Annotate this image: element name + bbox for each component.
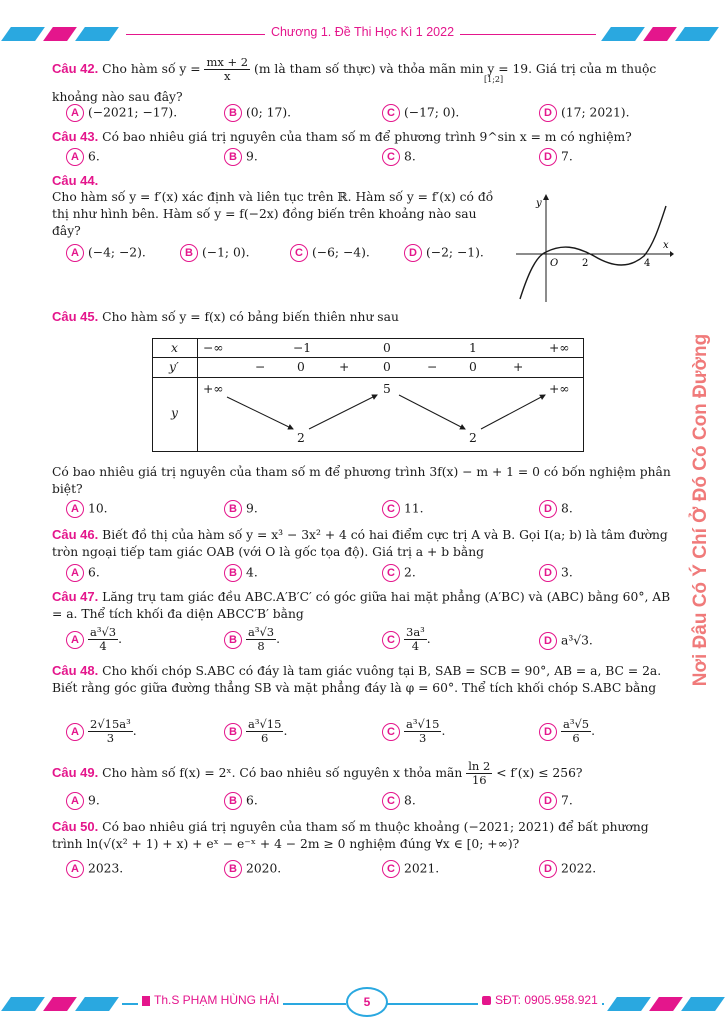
option-d[interactable]: D 8. <box>539 500 573 518</box>
variation-table: x −∞ −1 0 1 +∞ y′ − 0 + 0 − 0 + y +∞ 2 5 2 +∞ <box>152 338 584 452</box>
option-b[interactable]: B 9. <box>224 148 258 166</box>
options-45 <box>66 500 666 520</box>
options-48 <box>66 718 666 748</box>
question-43: Câu 43. Có bao nhiêu giá trị nguyên của tham số m để phương trình 9^sin x = m có nghiệm? <box>52 129 632 144</box>
option-d[interactable]: D 3. <box>539 564 573 582</box>
option-b[interactable]: B $\frac{\text{a³√3}}{8}$ . <box>224 626 280 653</box>
question-42: Câu 42. Cho hàm số y = $\frac{mx + 2}{x}$ (m là tham số thực) và thỏa mãn min y = 19. Giá trị của m thuộc [1;2] khoảng nào sau đây? <box>52 55 657 104</box>
option-a[interactable]: A $\frac{\text{2√15a³}}{3}$ . <box>66 718 137 745</box>
option-c[interactable]: C (−17; 0). <box>382 104 459 122</box>
derivative-graph <box>514 194 674 304</box>
options-43 <box>66 148 666 168</box>
option-a[interactable]: A (−4; −2). <box>66 244 146 262</box>
svg-text:2: 2 <box>582 258 589 269</box>
fraction: $\frac{\ln 2}{16}$ <box>468 759 491 787</box>
question-49: Câu 49. Cho hàm số f(x) = 2ˣ. Có bao nhiêu số nguyên x thỏa mãn $\frac{\ln 2}{16}$ < f′(x) ≤ 256? <box>52 759 583 787</box>
option-c[interactable]: C 11. <box>382 500 424 518</box>
svg-text:4: 4 <box>644 258 651 269</box>
question-47: Câu 47. Lăng trụ tam giác đều ABC.A′B′C′ có góc giữa hai mặt phẳng (A′BC) và (ABC) bằng 60°, AB = a. Thể tích khối đa diện ABCC′B′ bằng <box>52 589 671 621</box>
option-a[interactable]: A (−2021; −17). <box>66 104 177 122</box>
options-47 <box>66 626 666 656</box>
option-a[interactable]: A $\frac{\text{a³√3}}{4}$ . <box>66 626 122 653</box>
option-d[interactable]: D (−2; −1). <box>404 244 484 262</box>
option-b[interactable]: B 2020. <box>224 860 281 878</box>
option-c[interactable]: C $\frac{\text{a³√15}}{3}$ . <box>382 718 445 745</box>
option-d[interactable]: D 2022. <box>539 860 596 878</box>
options-42 <box>66 104 666 124</box>
option-c[interactable]: C 2021. <box>382 860 439 878</box>
question-44: Câu 44. Cho hàm số y = f′(x) xác định và liên tục trên ℝ. Hàm số y = f′(x) có đồ thị như hình bên. Hàm số y = f(−2x) đồng biến trên khoảng nào sau đây? <box>52 173 494 238</box>
svg-text:x: x <box>663 240 669 251</box>
svg-text:O: O <box>550 258 559 269</box>
options-46 <box>66 564 666 584</box>
option-b[interactable]: B $\frac{\text{a³√15}}{6}$ . <box>224 718 287 745</box>
option-d[interactable]: D $\frac{\text{a³√5}}{6}$ . <box>539 718 595 745</box>
question-48: Câu 48. Cho khối chóp S.ABC có đáy là tam giác vuông tại B, SAB = SCB = 90°, AB = a, BC = 2a. Biết rằng góc giữa đường thẳng SB và mặt phẳng đáy là φ = 60°. Thể tích khối chóp S.ABC bằng <box>52 663 662 695</box>
option-d[interactable]: D 7. <box>539 792 573 810</box>
document-icon <box>142 996 150 1006</box>
page-header <box>0 22 725 46</box>
page-footer <box>0 985 725 1015</box>
options-44 <box>66 244 516 264</box>
option-c[interactable]: C 8. <box>382 148 416 166</box>
option-d[interactable]: D 7. <box>539 148 573 166</box>
author-label: Th.S PHẠM HÙNG HẢI <box>138 993 283 1007</box>
question-50: Câu 50. Có bao nhiêu giá trị nguyên của tham số m thuộc khoảng (−2021; 2021) để bất phương trình ln(√(x² + 1) + x) + eˣ − e⁻ˣ + 4 − 2m ≥ 0 nghiệm đúng ∀x ∈ [0; +∞)? <box>52 819 649 851</box>
option-b[interactable]: B 9. <box>224 500 258 518</box>
svg-text:y: y <box>536 198 542 209</box>
chapter-title: Chương 1. Đề Thi Học Kì 1 2022 <box>265 25 460 39</box>
option-b[interactable]: B (0; 17). <box>224 104 291 122</box>
option-c[interactable]: C 8. <box>382 792 416 810</box>
option-b[interactable]: B (−1; 0). <box>180 244 250 262</box>
phone-label: SĐT: 0905.958.921 <box>478 993 602 1007</box>
option-c[interactable]: C 2. <box>382 564 416 582</box>
question-45: Câu 45. Cho hàm số y = f(x) có bảng biến thiên như sau <box>52 309 399 324</box>
option-a[interactable]: A 2023. <box>66 860 123 878</box>
option-d[interactable]: D (17; 2021). <box>539 104 630 122</box>
option-a[interactable]: A 6. <box>66 564 100 582</box>
question-46: Câu 46. Biết đồ thị của hàm số y = x³ − 3x² + 4 có hai điểm cực trị A và B. Gọi I(a; b) là tâm đường tròn ngoại tiếp tam giác OAB (với O là gốc tọa độ). Giá trị a + b bằng <box>52 527 668 559</box>
option-d[interactable]: D a³√3. <box>539 632 593 650</box>
side-motto: Nơi Đâu Có Ý Chí Ở Đó Có Con Đường <box>690 333 711 687</box>
fraction: $\frac{mx + 2}{x}$ <box>206 55 249 83</box>
option-a[interactable]: A 6. <box>66 148 100 166</box>
page-number: 5 <box>346 987 388 1017</box>
option-c[interactable]: C (−6; −4). <box>290 244 370 262</box>
option-b[interactable]: B 6. <box>224 792 258 810</box>
option-b[interactable]: B 4. <box>224 564 258 582</box>
question-45-text: Có bao nhiêu giá trị nguyên của tham số m để phương trình 3f(x) − m + 1 = 0 có bốn nghiệm phân biệt? <box>52 465 671 496</box>
option-a[interactable]: A 10. <box>66 500 108 518</box>
options-49 <box>66 792 666 812</box>
option-a[interactable]: A 9. <box>66 792 100 810</box>
options-50 <box>66 860 666 880</box>
option-c[interactable]: C $\frac{\text{3a³}}{4}$ . <box>382 626 431 653</box>
phone-icon <box>482 996 491 1005</box>
